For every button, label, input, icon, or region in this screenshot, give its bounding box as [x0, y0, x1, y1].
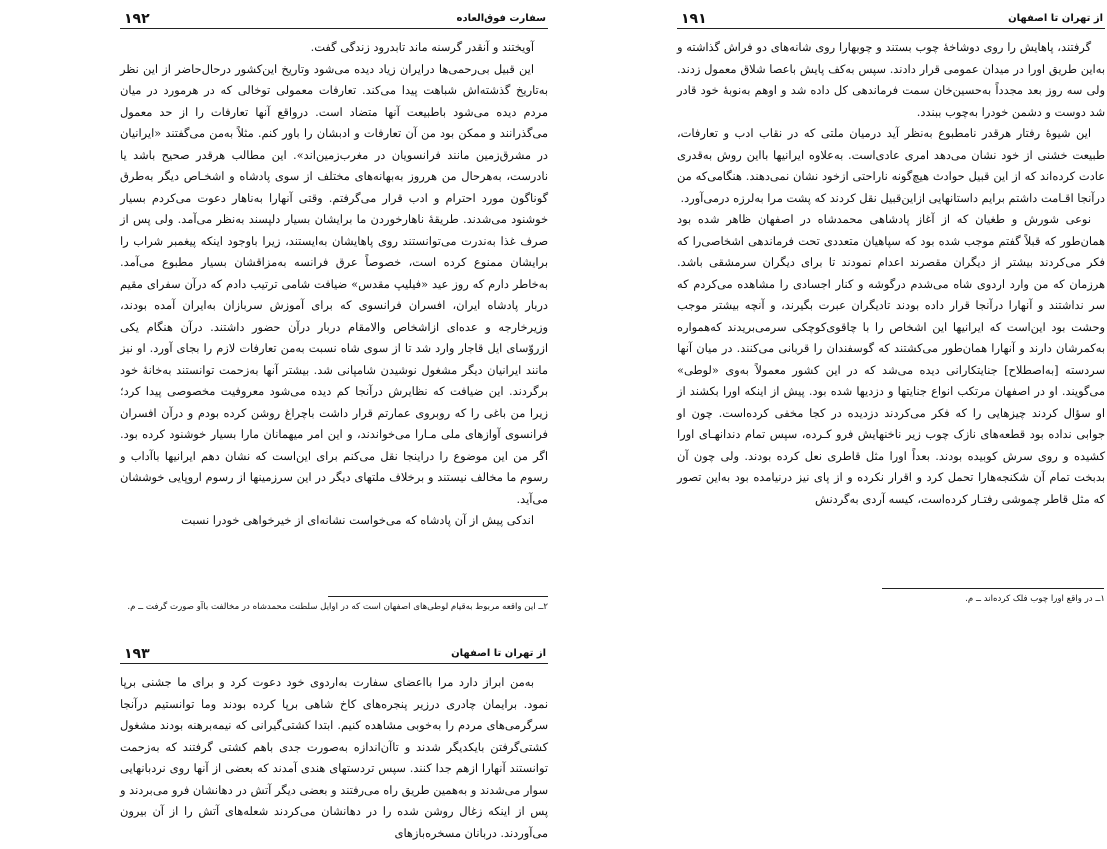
- running-title: سفارت فوق‌العاده: [456, 13, 546, 24]
- page-header: [677, 6, 1105, 29]
- page-body: [120, 37, 548, 532]
- paragraph: این قبیل بی‌رحمی‌ها درایران زیاد دیده می‌شود وتاریخ این‌کشور درحال‌حاضر از این نظر به‌تاریخ گذشته‌اش شباهت پیدا می‌کند. تعارفات معمولی توخالی که در هرمورد در میان مردم دیده می‌شود باطبیعت آنها متضاد است. درواقع آنها تعارفات را از حد معمول می‌گذرانند و ممکن بود من آن تعارفات و ادبشان را باور کنم. مثلاً به‌من می‌گفتند «ایرانیان در مشرق‌زمین مانند فرانسویان در مغرب‌زمین‌اند». این مطالب هرقدر صحیح باشد یا نادرست، به‌هرحال من هرروز به‌بهانه‌های مختلف از سوی پادشاه و اشخـاص دیگر به‌طرق گوناگون مورد احترام و ادب قرار می‌گرفتم. وقتی آنهارا به‌ناهار دعوت می‌کردم بسیار خوشنود می‌شدند. طریقهٔ ناهارخوردن ما برایشان بسیار دلپسند به‌نظر می‌آمد. ولی پس از صرف غذا به‌ندرت می‌توانستند روی پاهایشان به‌ایستند، زیرا باوجود اینکه پیغمبر شراب را برایشان ممنوع کرده است، خصوصاً عرق فرانسه به‌مزاقشان بسیار مطبوع می‌آمد. به‌خاطر دارم که روز عید «فیلیپ مقدس» ضیافت شامی ترتیب دادم که درآن سفرای مقیم دربار پادشاه ایران، افسران فرانسوی که برای آموزش سربازان به‌ایران آمده بودند، وزیرخارجه و عده‌ای ازاشخاص والامقام دربار درآن حضور داشتند. درآن هنگام یکی ازروّسای ایل قاجار وارد شد تا از سوی شاه نسبت به‌من تعارفات لازم را بجای آورد. او نیز مانند ایرانیان دیگر مشغول نوشیدن شامپانی شد. بیشتر آنها به‌زحمت توانستند به‌خانهٔ خود برگردند. این ضیافت که نظایرش درآنجا کم دیده می‌شود معروفیت مخصوصی پیدا کرد؛ زیرا من باغی را که روبروی عمارتم قرار داشت باچراغ روشن کرده بودم و درآن افسران فرانسوی آوازهای ملی مـارا می‌خواندند، و این امر میهمانان مارا بسیار خوشنود کرده بود. اگر من این موضوع را دراینجا نقل می‌کنم برای این‌است که نشان دهم ایرانیها باآداب و رسوم ما مخالف نیستند و برخلاف ملتهای دیگر در این سرزمینها از رسوم اروپایی خوششان می‌آید.: [120, 61, 548, 506]
- paragraph: آویختند و آنقدر گرسنه ماند تابدرود زندگی گفت.: [310, 40, 534, 54]
- page-body: [120, 672, 548, 844]
- page-192: [120, 6, 548, 532]
- page-number: ۱۹۲: [124, 11, 150, 27]
- page-193: [120, 641, 548, 844]
- paragraph: این شیوهٔ رفتار هرقدر نامطبوع به‌نظر آید درمیان ملتی که در نقاب ادب و تعارفات، طبیعت خشنی از خود نشان می‌دهد امری عادی‌است. به‌علاوه ایرانیها بااین روش به‌قدری عادت کرده‌اند که از این قبیل حوادث هیچ‌گونه ناراحتی ازخود نشان نمی‌دهند. هنگامی‌که من درآنجا اقـامت داشتم برایم داستانهایی ازاین‌قبیل نقل کردند که پشت مرا به‌لرزه درمی‌آورد.: [677, 126, 1105, 205]
- paragraph: اندکی پیش از آن پادشاه که می‌خواست نشانه‌ای از خیرخواهی خودرا نسبت: [181, 513, 534, 527]
- page-number: ۱۹۱: [681, 11, 707, 27]
- running-title: از تهران تا اصفهان: [451, 648, 546, 659]
- paragraph: نوعی شورش و طغیان که از آغاز پادشاهی محمدشاه در اصفهان ظاهر شده بود همان‌طور که قبلاً گفتم موجب شده بود که سپاهیان متعددی تحت فرماندهی اشخاصی‌را که فکر می‌کردند بیشتر از دیگران مقصرند اعدام نمودند تا برای دیگران سرمشقی باشد. هرزمان که من وارد اردوی شاه می‌شدم درگوشه و کنار اجسادی را مشاهده می‌کردم که سر نداشتند و آنهارا درآنجا قرار داده بودند تادیگران عبرت بگیرند، و آنچه بیشتر موجب وحشت بود این‌است که ایرانیها این اشخاص را با چاقوی‌کوچکی سرمی‌بریدند که‌همواره به‌کمرشان دارند و آنهارا همان‌طور می‌کشتند که گوسفندان را قربانی می‌کنند. در میان آنها سردسته [به‌اصطلاح] جنایتکارانی دیده می‌شد که در این کشور معمولاً به‌وی «لوطی» می‌گویند. او در اصفهان مرتکب انواع جنایتها و دزدیها شده بود. پیش از اینکه اورا بکشند از او سؤال کردند چیزهایی را که فکر می‌کردند دزدیده در کجا مخفی کرده‌است. چون او جوابی نداده بود قطعه‌های نازک چوب زیر ناخنهایش فرو کـرده، سپس تمام دندانهـای اورا کشیده و روی سرش کوبیده بودند. بعداً اورا مثل قاطری نعل کرده بودند. ولی چون آن بدبخت تمام آن شکنجه‌هارا تحمل کرد و اقرار نکرده و از پای نیز درنیامده بود به‌این تصور که مثل قاطر چموشی رفتـار کرده‌است، کیسه آردی به‌گردنش: [677, 212, 1105, 506]
- footnote-rule: [882, 588, 1104, 589]
- paragraph: به‌من ابراز دارد مرا بااعضای سفارت به‌اردوی خود دعوت کرد و برای ما جشنی برپا نمود. برایمان چادری درزیر پنجره‌های کاخ شاهی برپا کرده بودند وما توانستیم درآنجا سرگرمی‌های مردم را به‌خوبی مشاهده کنیم. ابتدا کشتی‌گیرانی که نیمه‌برهنه بودند مشغول کشتی‌گرفتن بایکدیگر شدند و تاآن‌اندازه به‌صورت جدی باهم کشتی گرفتند که به‌زحمت توانستند آنهارا ازهم جدا کنند. سپس تردستهای هندی آمدند که بعضی از آنها روی نردبانهایی سوار می‌شدند و به‌همین طریق راه می‌رفتند و بعضی دیگر آتش در دهانشان فرو می‌بردند و پس از اینکه زغال روشن شده را در دهانشان می‌کردند شعله‌های آتش را از آن بیرون می‌آوردند. دربانان مسخره‌بازهای: [120, 675, 548, 840]
- footnote: ۲ــ این واقعه مربوط به‌قیام لوطی‌های اصفهان است که در اوایل سلطنت محمدشاه در مخالفت باآو صورت گرفت ــ م.: [127, 602, 548, 612]
- footnote-rule: [328, 596, 548, 597]
- page-number: ۱۹۳: [124, 646, 150, 662]
- running-title: از تهران تا اصفهان: [1008, 13, 1103, 24]
- page-header: [120, 641, 548, 664]
- page-header: [120, 6, 548, 29]
- page-body: [677, 37, 1105, 510]
- footnote: ۱ــ در واقع اورا چوب فلک کرده‌اند ــ م.: [965, 594, 1105, 604]
- paragraph: گرفتند، پاهایش را روی دوشاخهٔ چوب بستند و چوبهارا روی شانه‌های دو فراش گذاشته و به‌این طریق اورا در میدان عمومی قرار دادند. سپس به‌کف پایش با‌عصا شلاق معمول زدند. ولی سه روز بعد مجدداً به‌حسین‌خان سمت فرماندهی کل داده شد و اوهم به‌نوبهٔ خود قادر شد دوست و دشمن خودرا به‌چوب ببندد.: [677, 40, 1105, 119]
- page-191: [677, 6, 1105, 510]
